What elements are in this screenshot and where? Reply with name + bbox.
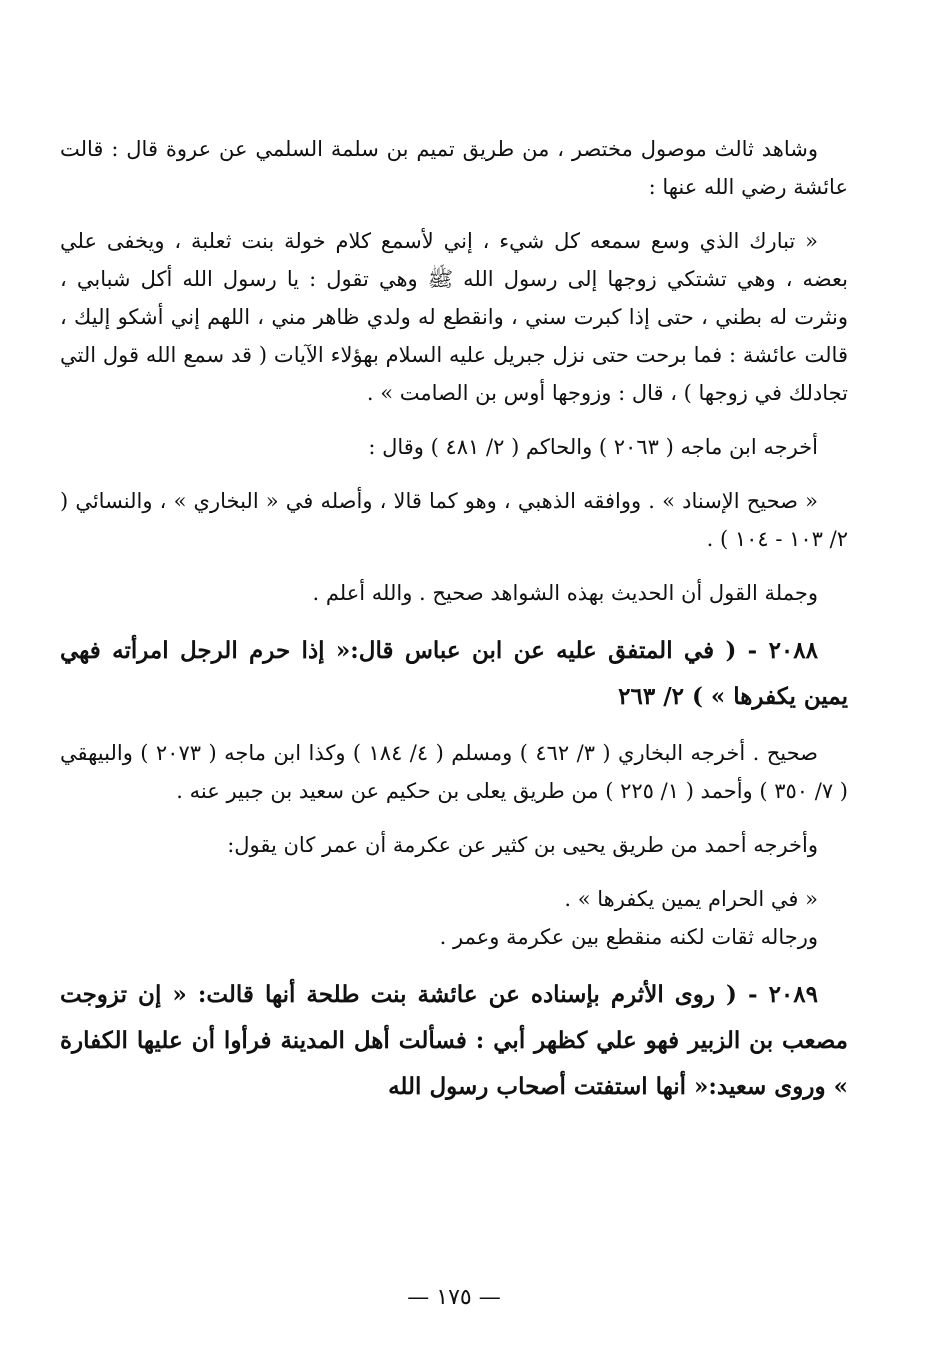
- page-number: — ١٧٥ —: [407, 1285, 501, 1310]
- paragraph-sahih-bukhari: صحيح . أخرجه البخاري ( ٣/ ٤٦٢ ) ومسلم ( ٤/ ١٨٤ ) وكذا ابن ماجه ( ٢٠٧٣ ) والبيهقي ( ٧/ ٣٥٠ ) وأحمد ( ١/ ٢٢٥ ) من طريق يعلى بن حكيم عن سعيد بن جبير عنه .: [60, 741, 848, 803]
- quote-line: ورجاله ثقات لكنه منقطع بين عكرمة وعمر .: [439, 925, 818, 949]
- paragraph-takhrij: أخرجه ابن ماجه ( ٢٠٦٣ ) والحاكم ( ٢/ ٤٨١ ) وقال :: [368, 435, 818, 459]
- paragraph-shahid: وشاهد ثالث موصول مختصر ، من طريق تميم بن سلمة السلمي عن عروة قال : قالت عائشة رضي الله عنها :: [60, 137, 848, 199]
- quote-line: « في الحرام يمين يكفرها » .: [564, 887, 818, 911]
- paragraph-quote-haram: [60, 880, 848, 956]
- paragraph-sahih-isnad: « صحيح الإسناد » . ووافقه الذهبي ، وهو كما قالا ، وأصله في « البخاري » ، والنسائي ( ٢/ ١٠٣ - ١٠٤ ) .: [60, 489, 848, 551]
- hadith-heading-2088: ٢٠٨٨ - ( في المتفق عليه عن ابن عباس قال:« إذا حرم الرجل امرأته فهي يمين يكفرها » ) ٢/ ٢٦٣: [60, 637, 848, 710]
- paragraph-quote-aisha: « تبارك الذي وسع سمعه كل شيء ، إني لأسمع كلام خولة بنت ثعلبة ، ويخفى علي بعضه ، وهي تشتكي زوجها إلى رسول الله ﷺ وهي تقول : يا رسول الله أكل شبابي ، ونثرت له بطني ، حتى إذا كبرت سني ، وانقطع له ولدي ظاهر مني ، اللهم إني أشكو إليك ، قالت عائشة : فما برحت حتى نزل جبريل عليه السلام بهؤلاء الآيات ( قد سمع الله قول التي تجادلك في زوجها ) ، قال : وزوجها أوس بن الصامت » .: [60, 229, 848, 405]
- paragraph-ahmad: وأخرجه أحمد من طريق يحيى بن كثير عن عكرمة أن عمر كان يقول:: [227, 833, 818, 857]
- page-body: [60, 130, 848, 1310]
- paragraph-conclusion: وجملة القول أن الحديث بهذه الشواهد صحيح . والله أعلم .: [312, 581, 818, 605]
- hadith-heading-2089: ٢٠٨٩ - ( روى الأثرم بإسناده عن عائشة بنت طلحة أنها قالت: « إن تزوجت مصعب بن الزبير فهو علي كظهر أبي : فسألت أهل المدينة فرأوا أن عليها الكفارة » وروى سعيد:« أنها استفتت أصحاب رسول الله: [60, 981, 848, 1100]
